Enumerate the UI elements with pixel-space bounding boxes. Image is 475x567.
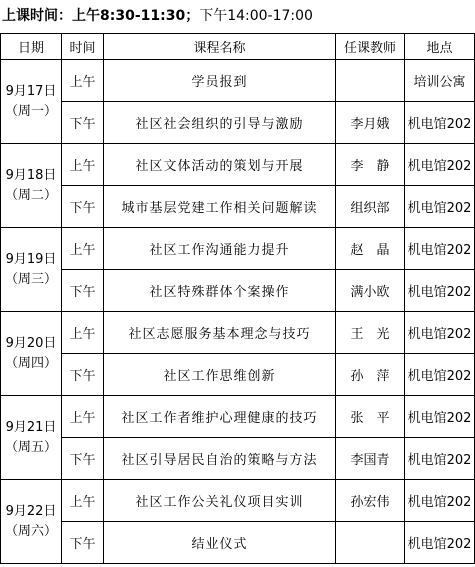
table-row: [1, 396, 475, 438]
date-cell: [1, 228, 62, 312]
column-header-date: 日期: [1, 34, 62, 60]
session-time: 下午: [62, 438, 104, 480]
session-time: 上午: [62, 480, 104, 522]
date-text: 9月22日: [5, 503, 57, 519]
date-cell: [1, 396, 62, 480]
teacher-name: 满小欧: [336, 270, 405, 312]
location: 机电馆202: [405, 522, 475, 564]
location: 机电馆202: [405, 396, 475, 438]
weekday-text: （周一）: [4, 103, 57, 119]
weekday-text: （周二）: [4, 187, 57, 203]
teacher-name: 李国青: [336, 438, 405, 480]
table-row: [1, 354, 475, 396]
session-time: 下午: [62, 270, 104, 312]
session-time: 上午: [62, 60, 104, 102]
date-text: 9月21日: [5, 419, 57, 435]
location: 机电馆202: [405, 270, 475, 312]
table-row: [1, 312, 475, 354]
date-text: 9月20日: [5, 335, 57, 351]
teacher-name: 赵 晶: [336, 228, 405, 270]
teacher-name: 李 静: [336, 144, 405, 186]
location: 机电馆202: [405, 438, 475, 480]
session-time: 上午: [62, 312, 104, 354]
table-row: [1, 102, 475, 144]
session-time: 下午: [62, 102, 104, 144]
teacher-name: 李月娥: [336, 102, 405, 144]
teacher-name: 张 平: [336, 396, 405, 438]
session-time: 上午: [62, 228, 104, 270]
course-name: 社区文体活动的策划与开展: [104, 144, 336, 186]
date-cell: [1, 144, 62, 228]
schedule-table: [0, 33, 475, 564]
course-name: 社区工作沟通能力提升: [104, 228, 336, 270]
table-row: [1, 228, 475, 270]
date-text: 9月19日: [5, 251, 57, 267]
date-text: 9月18日: [5, 167, 57, 183]
course-name: 学员报到: [104, 60, 336, 102]
weekday-text: （周五）: [4, 439, 57, 455]
session-time: 下午: [62, 354, 104, 396]
teacher-name: 孙宏伟: [336, 480, 405, 522]
teacher-name: 组织部: [336, 186, 405, 228]
course-name: 社区社会组织的引导与激励: [104, 102, 336, 144]
class-time-header: [2, 3, 313, 29]
location: 机电馆202: [405, 228, 475, 270]
date-cell: [1, 60, 62, 144]
course-name: 社区工作者维护心理健康的技巧: [104, 396, 336, 438]
session-time: 上午: [62, 144, 104, 186]
course-name: 社区志愿服务基本理念与技巧: [104, 312, 336, 354]
column-header-course: 课程名称: [104, 34, 336, 60]
class-time-morning: 上午8:30-11:30；: [72, 8, 200, 24]
table-row: [1, 480, 475, 522]
table-row: [1, 144, 475, 186]
date-cell: [1, 480, 62, 564]
location: 机电馆202: [405, 312, 475, 354]
location: 机电馆202: [405, 354, 475, 396]
session-time: 下午: [62, 522, 104, 564]
class-time-label: 上课时间：: [2, 8, 72, 24]
course-name: 社区工作公关礼仪项目实训: [104, 480, 336, 522]
weekday-text: （周四）: [4, 355, 57, 371]
column-header-location: 地点: [405, 34, 475, 60]
course-name: 城市基层党建工作相关问题解读: [104, 186, 336, 228]
course-name: 社区工作思维创新: [104, 354, 336, 396]
weekday-text: （周六）: [4, 523, 57, 539]
date-text: 9月17日: [5, 83, 57, 99]
table-row: [1, 186, 475, 228]
table-header-row: [1, 34, 475, 60]
teacher-name: [336, 60, 405, 102]
location: 机电馆202: [405, 102, 475, 144]
course-name: 社区特殊群体个案操作: [104, 270, 336, 312]
location: 机电馆202: [405, 480, 475, 522]
class-time-afternoon: 下午14:00-17:00: [199, 8, 313, 24]
location: 培训公寓: [405, 60, 475, 102]
teacher-name: [336, 522, 405, 564]
column-header-teacher: 任课教师: [336, 34, 405, 60]
column-header-time: 时间: [62, 34, 104, 60]
session-time: 上午: [62, 396, 104, 438]
teacher-name: 王 光: [336, 312, 405, 354]
location: 机电馆202: [405, 186, 475, 228]
date-cell: [1, 312, 62, 396]
table-row: [1, 270, 475, 312]
session-time: 下午: [62, 186, 104, 228]
course-name: 社区引导居民自治的策略与方法: [104, 438, 336, 480]
table-row: [1, 60, 475, 102]
weekday-text: （周三）: [4, 271, 57, 287]
table-row: [1, 522, 475, 564]
course-name: 结业仪式: [104, 522, 336, 564]
table-row: [1, 438, 475, 480]
location: 机电馆202: [405, 144, 475, 186]
teacher-name: 孙 萍: [336, 354, 405, 396]
